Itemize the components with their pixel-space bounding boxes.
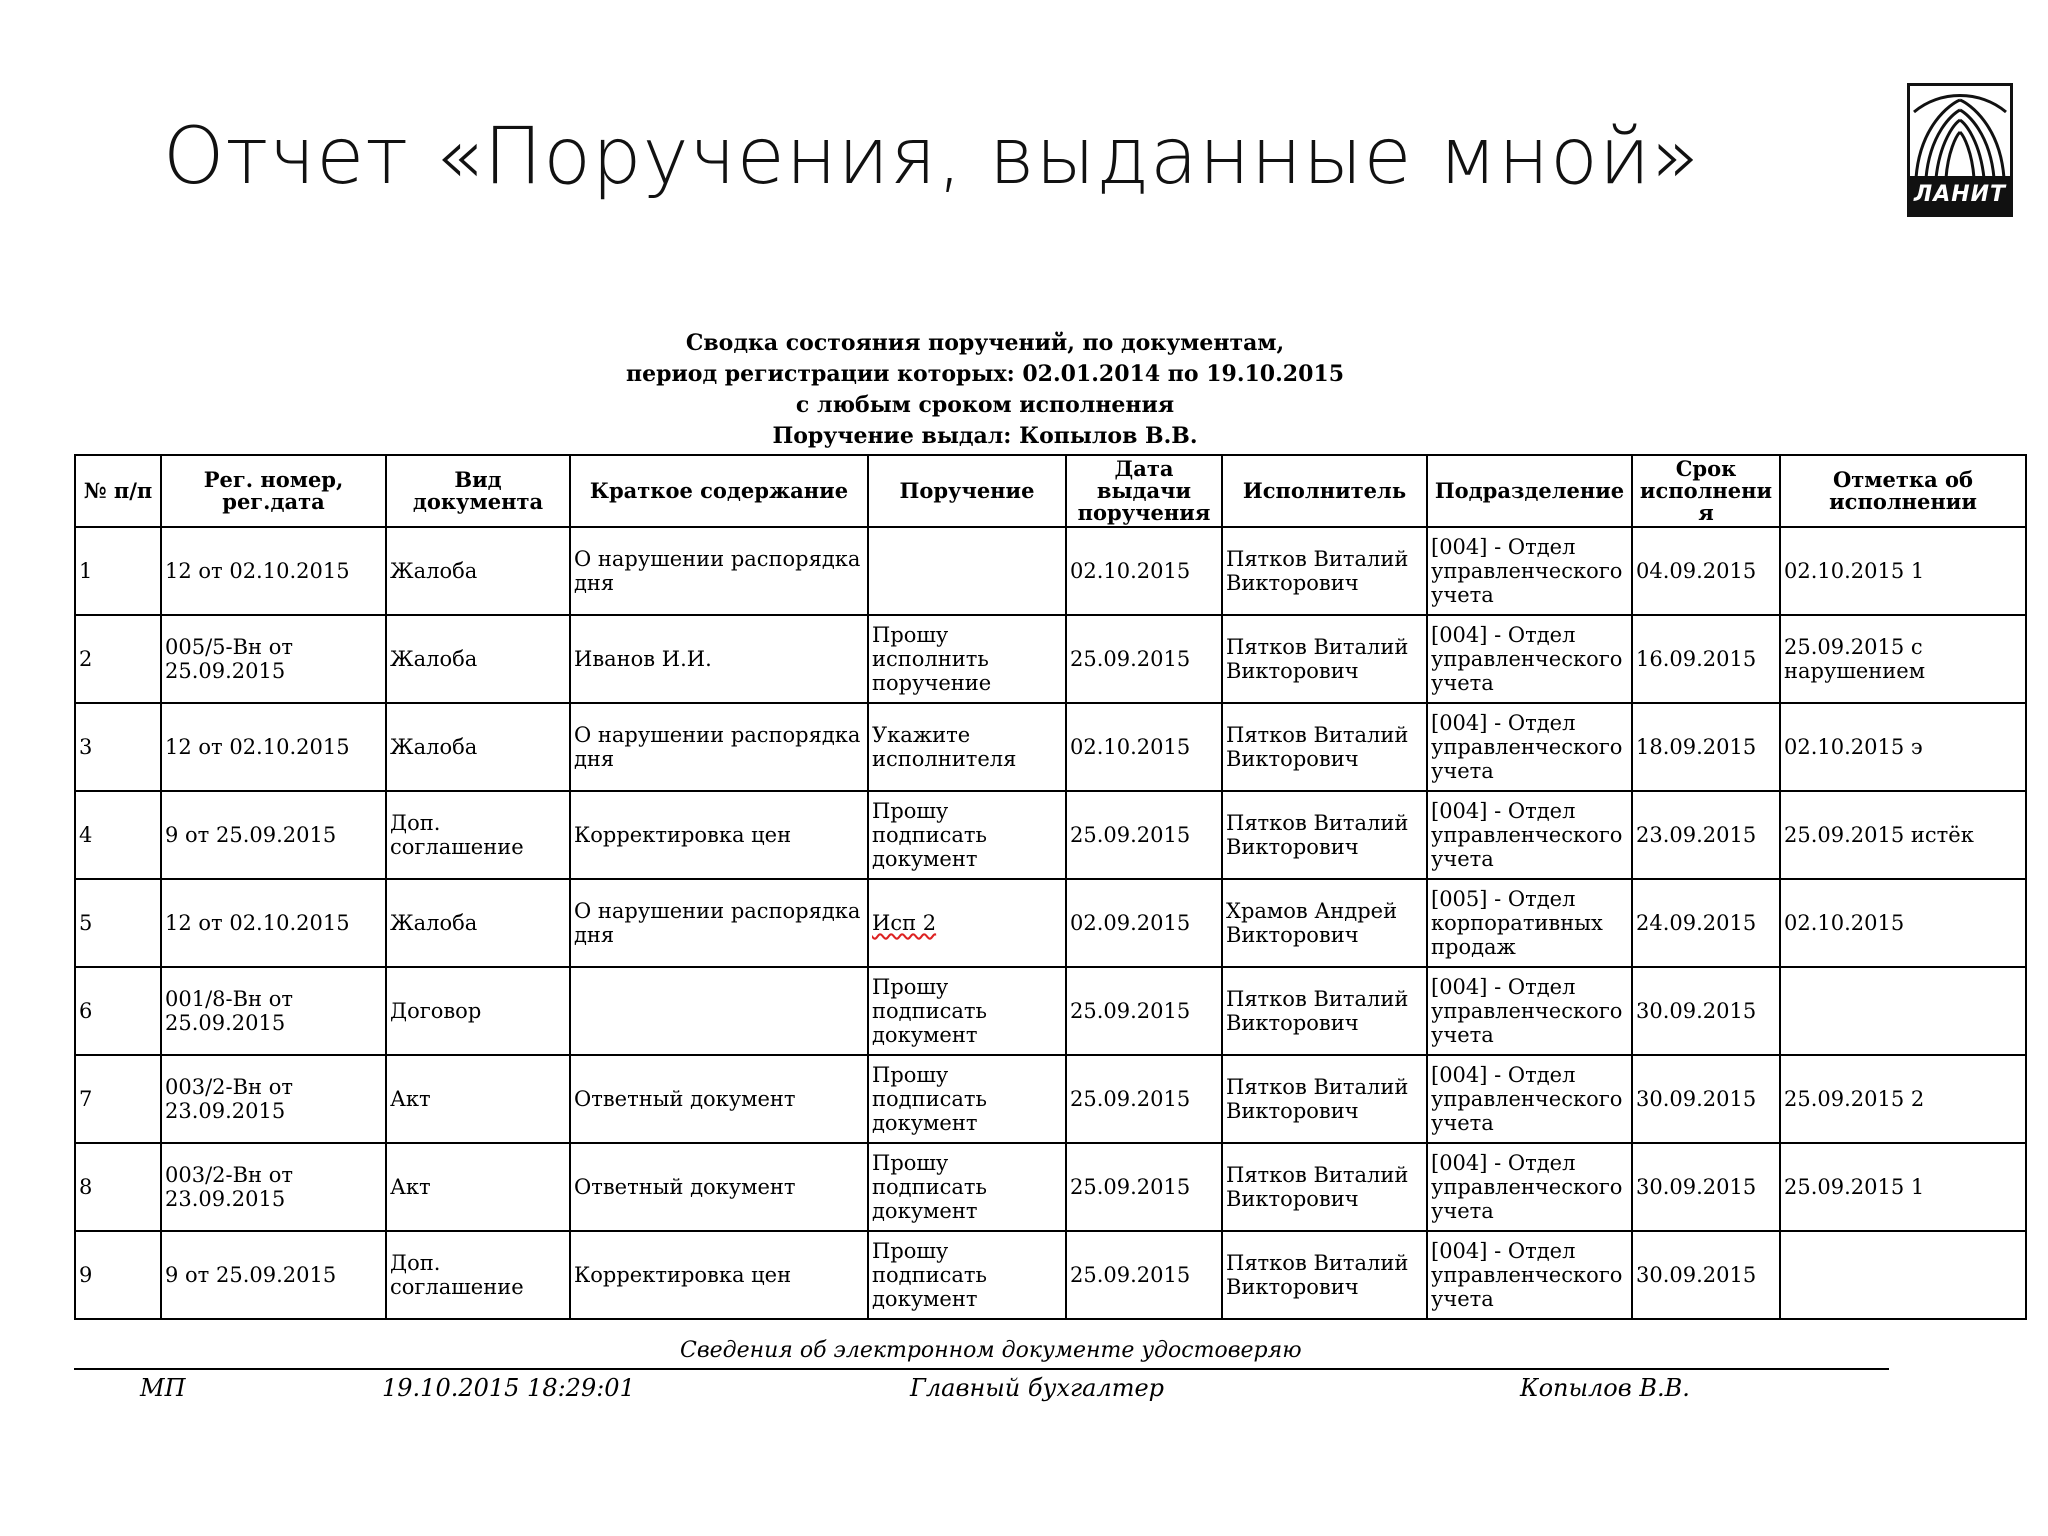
slide-title: Отчет «Поручения, выданные мной» bbox=[163, 112, 1700, 202]
cell-deadline: 30.09.2015 bbox=[1632, 1143, 1780, 1231]
cell-mark: 25.09.2015 с нарушением bbox=[1780, 615, 2026, 703]
cell-executor: Храмов Андрей Викторович bbox=[1222, 879, 1427, 967]
table-row bbox=[75, 1231, 2026, 1319]
cell-mark: 02.10.2015 1 bbox=[1780, 527, 2026, 615]
logo-text: ЛАНИТ bbox=[1910, 176, 2010, 214]
cell-executor: Пятков Виталий Викторович bbox=[1222, 967, 1427, 1055]
cell-reg: 003/2-Вн от 23.09.2015 bbox=[161, 1143, 386, 1231]
cell-department: [004] - Отдел управленческого учета bbox=[1427, 967, 1632, 1055]
cell-summary: Ответный документ bbox=[570, 1055, 868, 1143]
table-row bbox=[75, 967, 2026, 1055]
cell-mark bbox=[1780, 1231, 2026, 1319]
cell-order: Прошу подписать документ bbox=[868, 967, 1066, 1055]
cell-executor: Пятков Виталий Викторович bbox=[1222, 791, 1427, 879]
cell-mark: 02.10.2015 bbox=[1780, 879, 2026, 967]
cell-issued: 25.09.2015 bbox=[1066, 791, 1222, 879]
report-header-line: Сводка состояния поручений, по документам, bbox=[685, 330, 1285, 356]
footer-signer: Копылов В.В. bbox=[1520, 1374, 1690, 1402]
cell-issued: 02.10.2015 bbox=[1066, 527, 1222, 615]
cell-executor: Пятков Виталий Викторович bbox=[1222, 1143, 1427, 1231]
column-header: Краткое содержание bbox=[570, 455, 868, 527]
cell-issued: 25.09.2015 bbox=[1066, 1143, 1222, 1231]
cell-summary: Корректировка цен bbox=[570, 1231, 868, 1319]
cell-mark bbox=[1780, 967, 2026, 1055]
table-row bbox=[75, 791, 2026, 879]
cell-order-text: Исп 2 bbox=[872, 911, 937, 935]
cell-mark: 25.09.2015 2 bbox=[1780, 1055, 2026, 1143]
cell-order bbox=[868, 879, 1066, 967]
report-header bbox=[600, 328, 1370, 452]
cell-department: [004] - Отдел управленческого учета bbox=[1427, 615, 1632, 703]
cell-type: Жалоба bbox=[386, 615, 570, 703]
table-row bbox=[75, 527, 2026, 615]
cell-type: Доп. соглашение bbox=[386, 791, 570, 879]
report-header-line: период регистрации которых: 02.01.2014 по 19.10.2015 bbox=[625, 361, 1345, 387]
cell-order: Укажите исполнителя bbox=[868, 703, 1066, 791]
cell-type: Акт bbox=[386, 1143, 570, 1231]
cell-num: 9 bbox=[75, 1231, 161, 1319]
cell-reg: 005/5-Вн от 25.09.2015 bbox=[161, 615, 386, 703]
cell-summary: Иванов И.И. bbox=[570, 615, 868, 703]
cell-department: [004] - Отдел управленческого учета bbox=[1427, 1231, 1632, 1319]
column-header: Вид документа bbox=[386, 455, 570, 527]
cell-reg: 9 от 25.09.2015 bbox=[161, 1231, 386, 1319]
cell-deadline: 04.09.2015 bbox=[1632, 527, 1780, 615]
cell-order bbox=[868, 527, 1066, 615]
footer-datetime: 19.10.2015 18:29:01 bbox=[382, 1374, 635, 1402]
footer-caption: Сведения об электронном документе удостоверяю bbox=[680, 1338, 1302, 1363]
cell-issued: 25.09.2015 bbox=[1066, 1231, 1222, 1319]
table-row bbox=[75, 1143, 2026, 1231]
cell-summary: Корректировка цен bbox=[570, 791, 868, 879]
table-row bbox=[75, 615, 2026, 703]
column-header bbox=[161, 455, 386, 527]
cell-order: Прошу подписать документ bbox=[868, 1231, 1066, 1319]
cell-type: Жалоба bbox=[386, 703, 570, 791]
cell-summary bbox=[570, 967, 868, 1055]
cell-reg: 001/8-Вн от 25.09.2015 bbox=[161, 967, 386, 1055]
cell-executor: Пятков Виталий Викторович bbox=[1222, 703, 1427, 791]
cell-deadline: 23.09.2015 bbox=[1632, 791, 1780, 879]
column-header: Подразделение bbox=[1427, 455, 1632, 527]
cell-executor: Пятков Виталий Викторович bbox=[1222, 527, 1427, 615]
cell-num: 6 bbox=[75, 967, 161, 1055]
cell-num: 2 bbox=[75, 615, 161, 703]
cell-executor: Пятков Виталий Викторович bbox=[1222, 1055, 1427, 1143]
cell-mark: 02.10.2015 э bbox=[1780, 703, 2026, 791]
column-header: Отметка об исполнении bbox=[1780, 455, 2026, 527]
report-header-line: с любым сроком исполнения bbox=[795, 392, 1175, 418]
report-header-line: Поручение выдал: Копылов В.В. bbox=[772, 423, 1198, 449]
cell-num: 7 bbox=[75, 1055, 161, 1143]
logo-arches-icon bbox=[1910, 86, 2010, 178]
cell-issued: 25.09.2015 bbox=[1066, 615, 1222, 703]
cell-department: [004] - Отдел управленческого учета bbox=[1427, 527, 1632, 615]
cell-reg: 003/2-Вн от 23.09.2015 bbox=[161, 1055, 386, 1143]
cell-order: Прошу подписать документ bbox=[868, 1055, 1066, 1143]
cell-executor: Пятков Виталий Викторович bbox=[1222, 1231, 1427, 1319]
cell-issued: 02.09.2015 bbox=[1066, 879, 1222, 967]
cell-department: [004] - Отдел управленческого учета bbox=[1427, 703, 1632, 791]
cell-summary: О нарушении распорядка дня bbox=[570, 879, 868, 967]
column-header: Дата выдачи поручения bbox=[1066, 455, 1222, 527]
cell-order: Прошу исполнить поручение bbox=[868, 615, 1066, 703]
cell-type: Доп. соглашение bbox=[386, 1231, 570, 1319]
cell-deadline: 18.09.2015 bbox=[1632, 703, 1780, 791]
footer-stamp: МП bbox=[140, 1374, 186, 1402]
column-header: Поручение bbox=[868, 455, 1066, 527]
cell-num: 3 bbox=[75, 703, 161, 791]
cell-num: 8 bbox=[75, 1143, 161, 1231]
cell-type: Договор bbox=[386, 967, 570, 1055]
cell-reg: 12 от 02.10.2015 bbox=[161, 527, 386, 615]
cell-deadline: 30.09.2015 bbox=[1632, 1055, 1780, 1143]
cell-summary: Ответный документ bbox=[570, 1143, 868, 1231]
cell-issued: 25.09.2015 bbox=[1066, 967, 1222, 1055]
cell-type: Жалоба bbox=[386, 879, 570, 967]
column-header: № п/п bbox=[75, 455, 161, 527]
cell-num: 4 bbox=[75, 791, 161, 879]
cell-executor: Пятков Виталий Викторович bbox=[1222, 615, 1427, 703]
assignments-table bbox=[74, 454, 2027, 1320]
cell-department: [004] - Отдел управленческого учета bbox=[1427, 1055, 1632, 1143]
cell-mark: 25.09.2015 истёк bbox=[1780, 791, 2026, 879]
footer-divider bbox=[74, 1368, 1889, 1370]
cell-department: [004] - Отдел управленческого учета bbox=[1427, 1143, 1632, 1231]
table-header-row bbox=[75, 455, 2026, 527]
cell-reg: 12 от 02.10.2015 bbox=[161, 879, 386, 967]
cell-deadline: 24.09.2015 bbox=[1632, 879, 1780, 967]
cell-order: Прошу подписать документ bbox=[868, 791, 1066, 879]
footer-position: Главный бухгалтер bbox=[910, 1374, 1165, 1402]
cell-department: [005] - Отдел корпоративных продаж bbox=[1427, 879, 1632, 967]
cell-num: 1 bbox=[75, 527, 161, 615]
cell-summary: О нарушении распорядка дня bbox=[570, 527, 868, 615]
cell-reg: 12 от 02.10.2015 bbox=[161, 703, 386, 791]
lanit-logo bbox=[1907, 83, 2013, 217]
cell-department: [004] - Отдел управленческого учета bbox=[1427, 791, 1632, 879]
cell-issued: 25.09.2015 bbox=[1066, 1055, 1222, 1143]
table-row bbox=[75, 703, 2026, 791]
cell-num: 5 bbox=[75, 879, 161, 967]
cell-order: Прошу подписать документ bbox=[868, 1143, 1066, 1231]
table-row bbox=[75, 879, 2026, 967]
cell-type: Жалоба bbox=[386, 527, 570, 615]
cell-deadline: 30.09.2015 bbox=[1632, 1231, 1780, 1319]
cell-type: Акт bbox=[386, 1055, 570, 1143]
cell-summary: О нарушении распорядка дня bbox=[570, 703, 868, 791]
column-header: Срок исполнения bbox=[1632, 455, 1780, 527]
column-header-label: Рег. номер, рег.дата bbox=[203, 467, 344, 514]
table-row bbox=[75, 1055, 2026, 1143]
cell-reg: 9 от 25.09.2015 bbox=[161, 791, 386, 879]
cell-mark: 25.09.2015 1 bbox=[1780, 1143, 2026, 1231]
cell-deadline: 16.09.2015 bbox=[1632, 615, 1780, 703]
cell-issued: 02.10.2015 bbox=[1066, 703, 1222, 791]
column-header: Исполнитель bbox=[1222, 455, 1427, 527]
cell-deadline: 30.09.2015 bbox=[1632, 967, 1780, 1055]
